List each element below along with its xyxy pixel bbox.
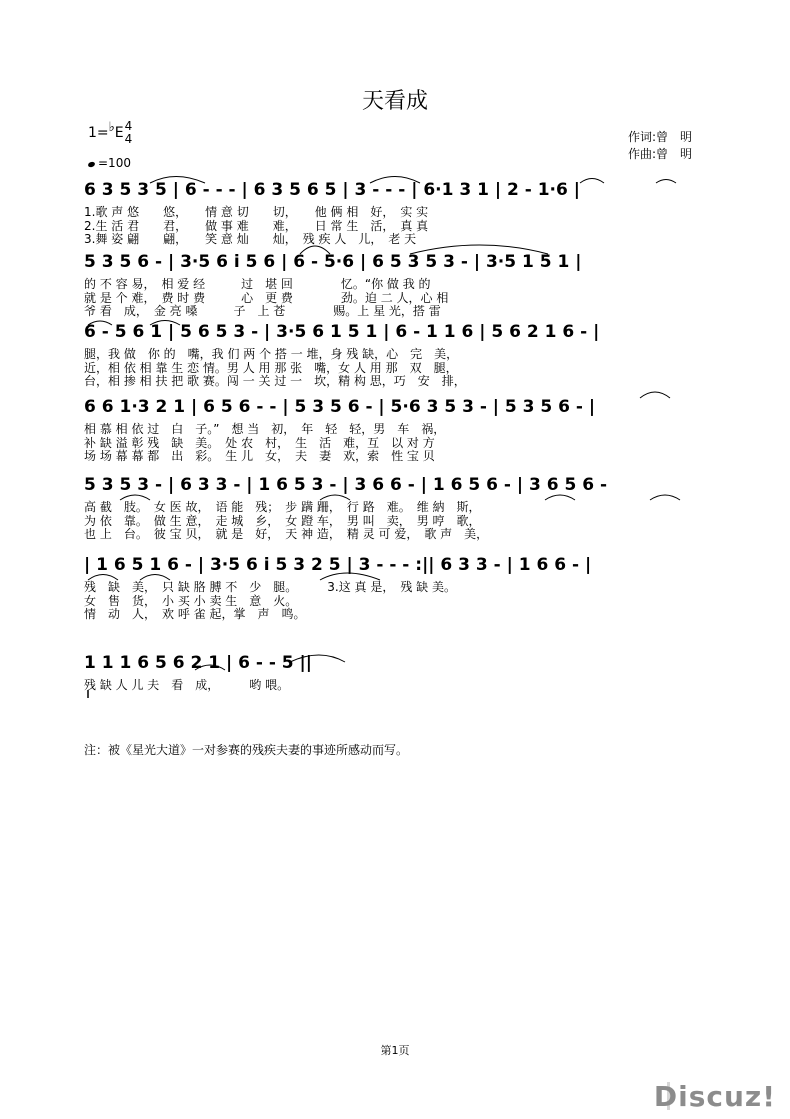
lyric-line: 高 截 肢。 女 医 故， 语 能 残； 步 蹒 跚， 行 路 难。 维 納 斯， bbox=[84, 500, 481, 514]
composer-credit: 作曲:曾 明 bbox=[628, 147, 693, 161]
notation-row: 5 3 5 6 - | 3·5 6 i 5 6 | 6 - 5·6 | 6 5 3 5 3 - | 3·5 1 5 1 | bbox=[84, 252, 582, 272]
lyric-line: 女 售 货， 小 买 小 卖 生 意 火。 bbox=[84, 593, 298, 608]
key-letter: E bbox=[114, 125, 124, 141]
notation-row: 6 3 5 3 5 | 6 - - - | 6 3 5 6 5 | 3 - - - | 6·1 3 1 | 2 - 1·6 | bbox=[84, 180, 580, 200]
notation-row: 5 3 5 3 - | 6 3 3 - | 1 6 5 3 - | 3 6 6 - | 1 6 5 6 - | 3 6 5 6 - bbox=[84, 475, 607, 495]
notation-row: 1 1 1 6 5 6 2 1 | 6 - - 5 || bbox=[84, 653, 312, 673]
lyric-line: 相 慕 相 依 过 白 子。” 想 当 初， 年 轻 轻，男 车 祸， bbox=[84, 422, 446, 436]
watermark-logo: Discuz! bbox=[653, 1080, 776, 1113]
page-number: 第1页 bbox=[380, 1044, 410, 1057]
lyric-line: 为 依 靠。 做 生 意， 走 城 乡， 女 蹬 车， 男 叫 卖， 男 哼 歌， bbox=[84, 513, 481, 528]
notation-row: | 1 6 5 1 6 - | 3·5 6 i 5 3 2 5 | 3 - - - :|| 6 3 3 - | 1 6 6 - | bbox=[84, 555, 592, 575]
lyric-line: 1.歌 声 悠 悠， 情 意 切 切， 他 俩 相 好， 实 实 bbox=[84, 205, 429, 219]
lyric-line: 2.生 活 君 君， 做 事 难 难， 日 常 生 活， 真 真 bbox=[84, 218, 429, 233]
lyric-line: 的 不 容 易， 相 爱 经 过 堪 回 忆。“你 做 我 的 bbox=[84, 277, 431, 291]
lyric-line: 也 上 台。 彼 宝 贝， 就 是 好， 天 神 造， 精 灵 可 爱， 歌 声 美， bbox=[84, 527, 489, 541]
page-title: 天看成 bbox=[361, 89, 428, 114]
footnote: 注：被《星光大道》一对参赛的残疾夫妻的事迹所感动而写。 bbox=[84, 743, 409, 757]
lyric-line: 腿，我 做 你 的 嘴，我 们 两 个 搭 一 堆，身 残 缺，心 完 美， bbox=[84, 347, 459, 361]
lyricist-credit: 作词:曾 明 bbox=[628, 130, 693, 144]
lyric-line: 情 动 人， 欢 呼 雀 起，掌 声 鸣。 bbox=[84, 607, 306, 621]
lyric-line: 台，相 掺 相 扶 把 歌 赛。闯 一 关 过 一 坎，精 构 思，巧 安 排， bbox=[84, 374, 466, 388]
lyric-line: 补 缺 溢 彰 残 缺 美。 处 农 村， 生 活 难，互 以 对 方 bbox=[84, 435, 435, 450]
key-prefix: 1= bbox=[88, 125, 109, 141]
tempo-value: =100 bbox=[98, 156, 131, 170]
flat-sign: ♭ bbox=[108, 120, 115, 135]
lyric-line: 就 是 个 难， 费 时 费 心 更 费 劲。迫 二 人，心 相 bbox=[84, 290, 449, 305]
lyric-line: 场 场 幕 幕 都 出 彩。 生 儿 女， 夫 妻 欢，索 性 宝 贝 bbox=[84, 449, 435, 463]
time-signature-bottom: 4 bbox=[124, 132, 133, 146]
notation-row: 6 6 1·3 2 1 | 6 5 6 - - | 5 3 5 6 - | 5·6 3 5 3 - | 5 3 5 6 - | bbox=[84, 397, 596, 417]
time-signature-top: 4 bbox=[124, 119, 133, 133]
lyric-line: 残 缺 人 儿 夫 看 成， 哟 喂。 bbox=[84, 678, 290, 692]
notation-row: 6 - 5 6 1 | 5 6 5 3 - | 3·5 6 1 5 1 | 6 - 1 1 6 | 5 6 2 1 6 - | bbox=[84, 322, 600, 342]
lyric-line: 近，相 依 相 靠 生 恋 情。男 人 用 那 张 嘴，女 人 用 那 双 腿， bbox=[84, 360, 458, 375]
lyric-line: 爷 看 成， 金 亮 嗓 子 上 苍 赐。上 星 光，搭 雷 bbox=[84, 304, 441, 318]
lyric-line: 残 缺 美， 只 缺 胳 膊 不 少 腿。 3.这 真 是， 残 缺 美。 bbox=[84, 580, 456, 594]
lyric-line: 3.舞 姿 翩 翩， 笑 意 灿 灿， 残 疾 人 儿， 老 天 bbox=[84, 232, 417, 246]
